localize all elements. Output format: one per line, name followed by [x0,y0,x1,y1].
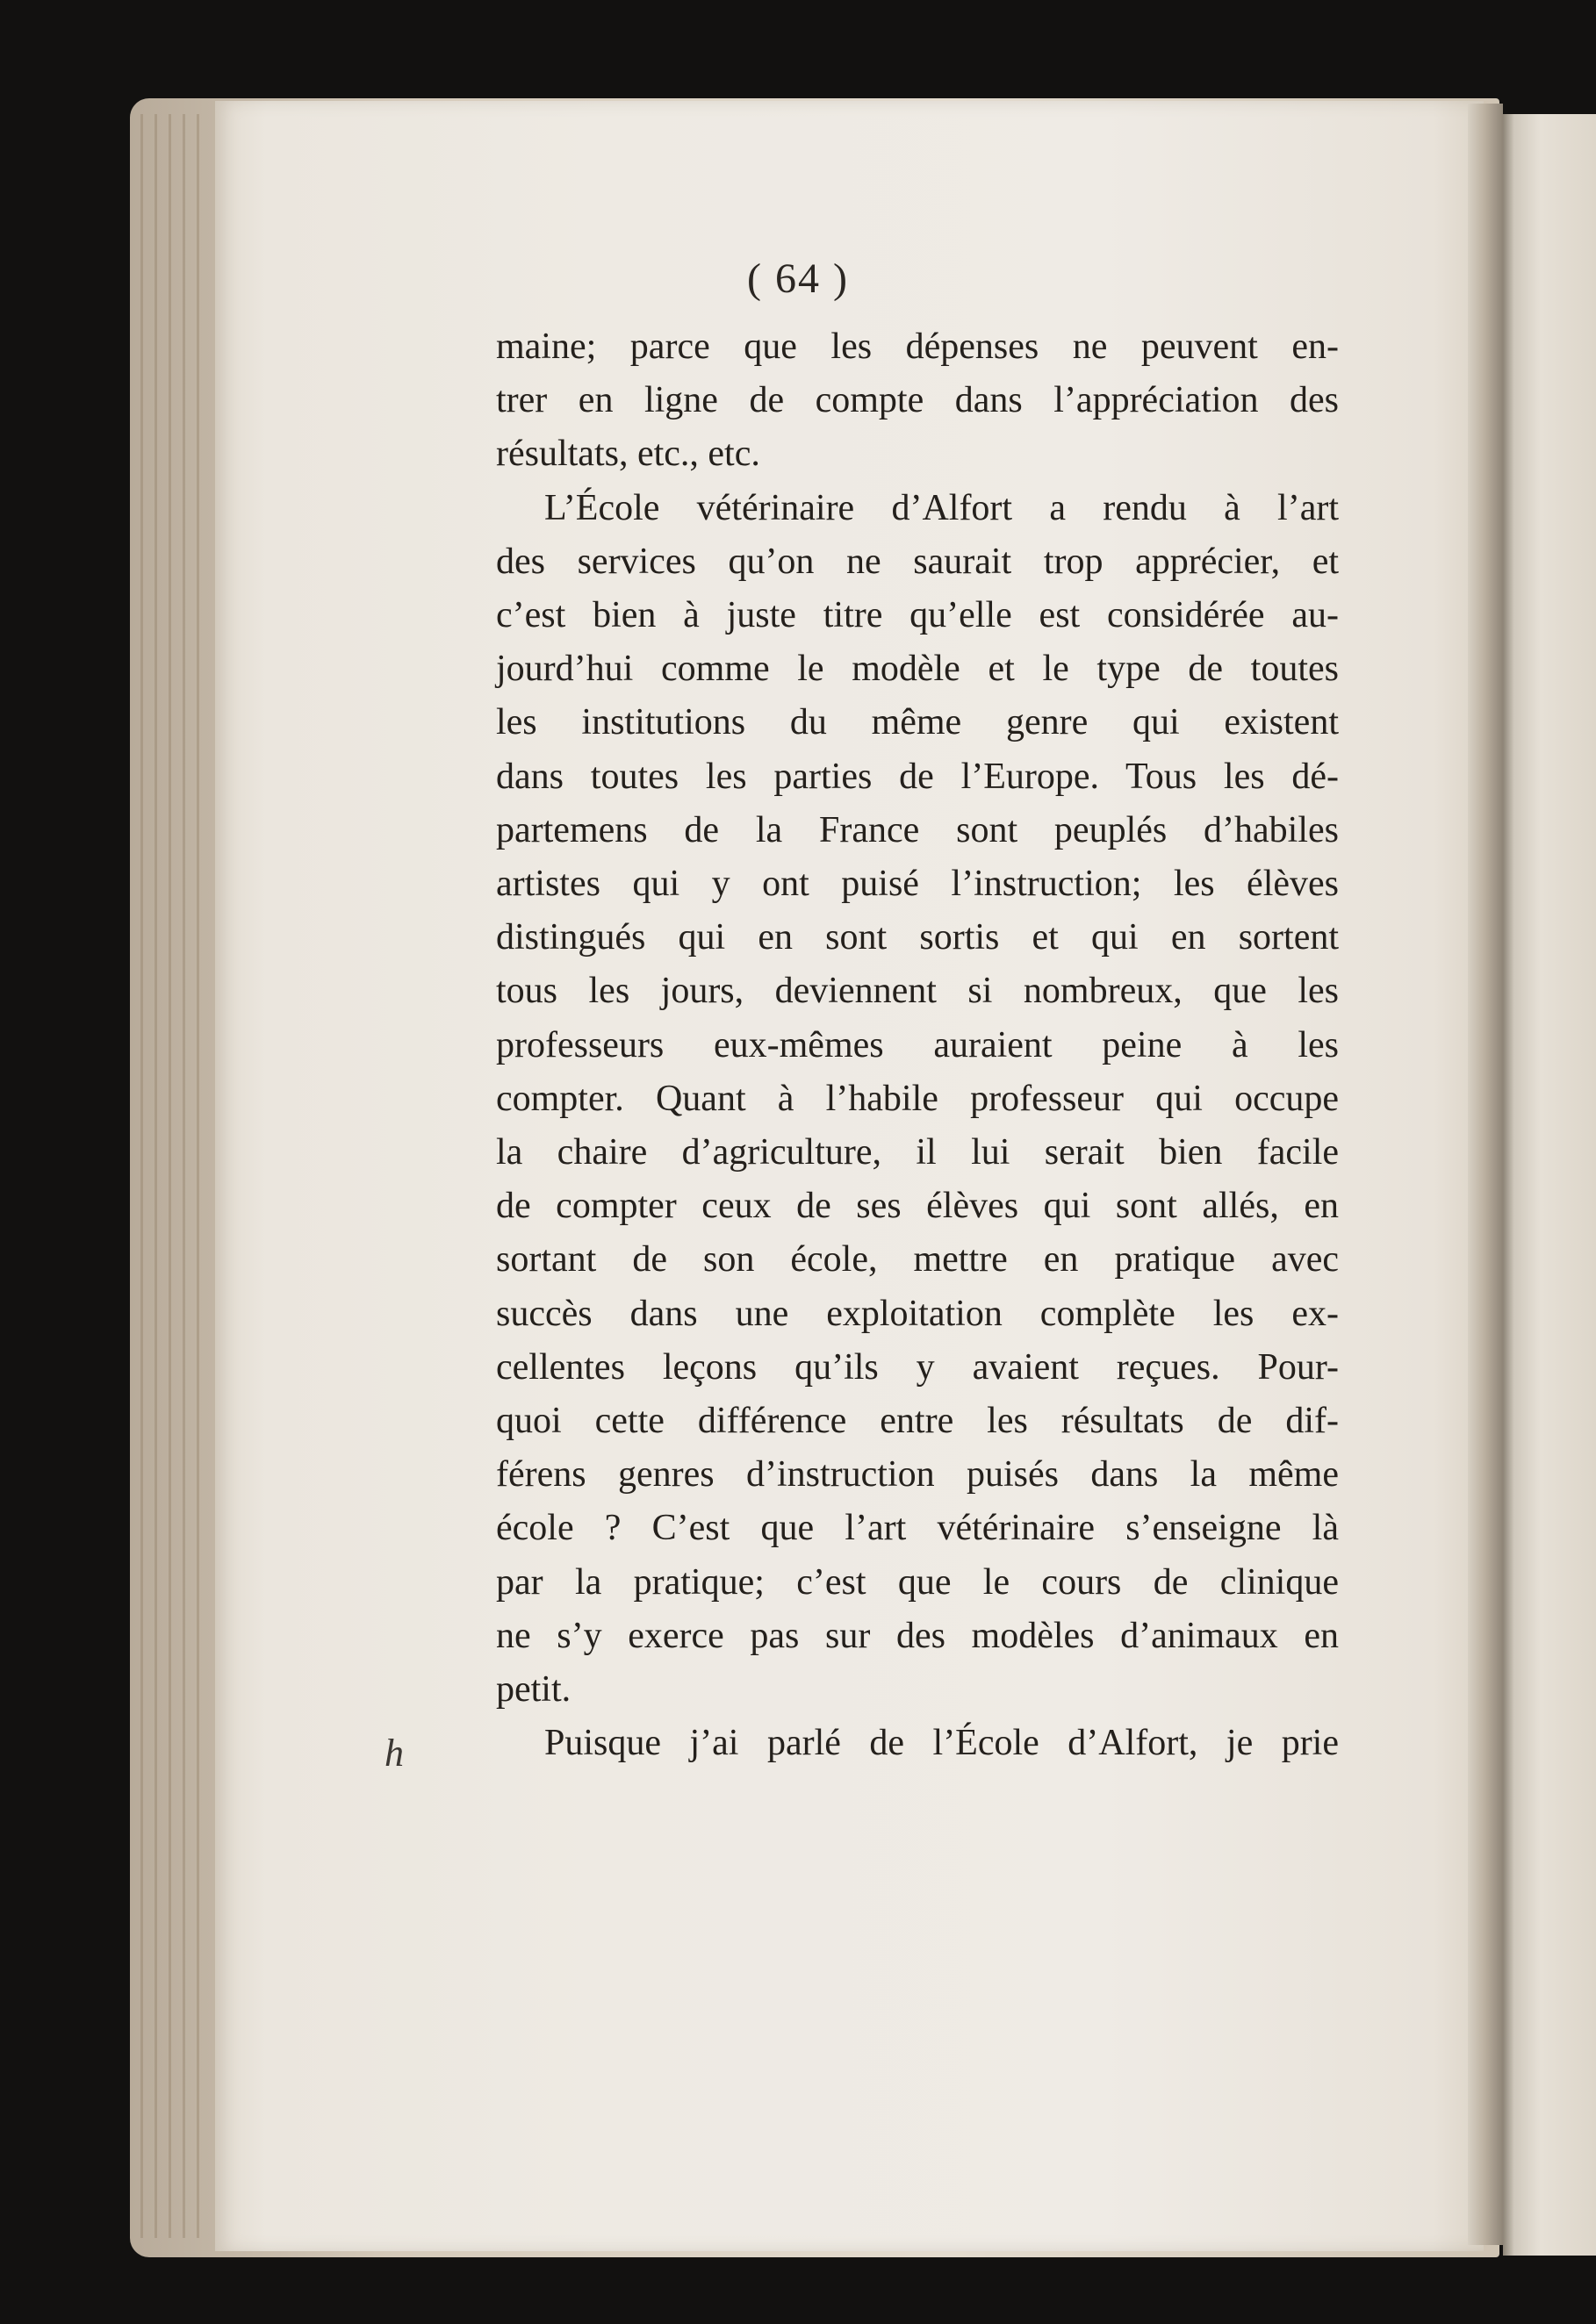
text-line: férens genres d’instruction puisés dans la même [496,1454,1339,1496]
text-line: dans toutes les parties de l’Europe. Tous les dé- [496,756,1339,797]
leaf-edge [155,114,157,2238]
text-line: professeurs eux-mêmes auraient peine à les [496,1024,1339,1065]
margin-note: h [385,1732,404,1775]
leaf-edge [197,114,199,2238]
text-line: Puisque j’ai parlé de l’École d’Alfort, je prie [544,1723,1339,1764]
text-line: partemens de la France sont peuplés d’habiles [496,809,1339,850]
facing-page-edge [1503,114,1596,2256]
text-line: jourd’hui comme le modèle et le type de toutes [496,649,1339,690]
text-line: la chaire d’agriculture, il lui serait bien facile [496,1132,1339,1173]
text-line: maine; parce que les dépenses ne peuvent en- [496,326,1339,367]
text-line: succès dans une exploitation complète les ex- [496,1293,1339,1334]
text-line: compter. Quant à l’habile professeur qui occupe [496,1078,1339,1119]
leaf-edge [169,114,171,2238]
text-line: quoi cette différence entre les résultats de dif- [496,1401,1339,1442]
text-line: c’est bien à juste titre qu’elle est considérée au- [496,595,1339,636]
text-line: L’École vétérinaire d’Alfort a rendu à l’art [544,487,1339,528]
text-line: distingués qui en sont sortis et qui en sortent [496,917,1339,958]
text-line: tous les jours, deviennent si nombreux, que les [496,971,1339,1012]
page-number: ( 64 ) [747,255,849,302]
leaf-edge [140,114,143,2238]
text-line: artistes qui y ont puisé l’instruction; les élèves [496,864,1339,905]
book-gutter [1468,104,1503,2245]
text-line: de compter ceux de ses élèves qui sont allés, en [496,1186,1339,1227]
text-line: sortant de son école, mettre en pratique avec [496,1239,1339,1280]
text-line: les institutions du même genre qui existent [496,702,1339,743]
text-line: trer en ligne de compte dans l’appréciation des [496,380,1339,421]
leaf-edge [183,114,185,2238]
text-line: résultats, etc., etc. [496,434,760,475]
text-line: par la pratique; c’est que le cours de clinique [496,1561,1339,1603]
text-line: cellentes leçons qu’ils y avaient reçues. Pour- [496,1346,1339,1388]
text-line: ne s’y exerce pas sur des modèles d’animaux en [496,1615,1339,1656]
body-text [496,320,1339,1770]
text-line: petit. [496,1669,572,1711]
text-line: des services qu’on ne saurait trop apprécier, et [496,541,1339,582]
text-line: école ? C’est que l’art vétérinaire s’enseigne là [496,1508,1339,1549]
